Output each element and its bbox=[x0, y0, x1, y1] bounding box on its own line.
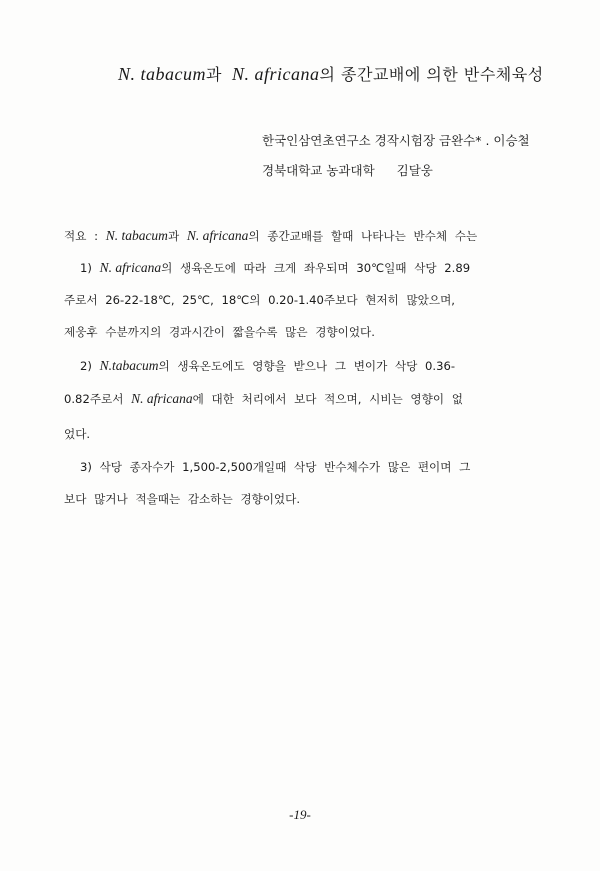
species-name: N. africana bbox=[131, 391, 193, 406]
species-name: N.tabacum bbox=[99, 358, 159, 373]
abstract-line-2 bbox=[80, 260, 570, 276]
abstract-text: 의 생육온도에 따라 크게 좌우되며 30℃일때 삭당 2.89 bbox=[161, 261, 471, 275]
abstract-line-1 bbox=[64, 228, 554, 244]
species-name: N. tabacum bbox=[105, 228, 168, 243]
species-name: N. africana bbox=[186, 228, 249, 243]
author-line-2 bbox=[262, 161, 433, 179]
abstract-label: 적요 : bbox=[64, 229, 106, 243]
author-affiliation: 경북대학교 농과대학 bbox=[262, 163, 375, 178]
abstract-text: 의 종간교배를 할때 나타나는 반수체 수는 bbox=[248, 229, 478, 243]
abstract-line-5 bbox=[80, 358, 570, 374]
author-line-1: 한국인삼연초연구소 경작시험장 금완수* . 이승철 bbox=[262, 133, 530, 148]
page-number: -19- bbox=[289, 807, 311, 822]
abstract-line-8: 3) 삭당 종자수가 1,500-2,500개일때 삭당 반수체수가 많은 편이며 그 bbox=[80, 460, 471, 474]
author-name: 김달웅 bbox=[396, 163, 433, 178]
abstract-text: 에 대한 처리에서 보다 적으며, 시비는 영향이 없 bbox=[192, 392, 463, 406]
title-species-africana: N. africana bbox=[231, 64, 320, 84]
abstract-line-4: 제웅후 수분까지의 경과시간이 짧을수록 많은 경향이었다. bbox=[64, 325, 375, 339]
title-conjunction: 과 bbox=[206, 65, 222, 84]
abstract-line-3: 주로서 26-22-18℃, 25℃, 18℃의 0.20-1.40주보다 현저히 많았으며, bbox=[64, 293, 455, 307]
abstract-line-7: 었다. bbox=[64, 427, 91, 441]
abstract-text: 1) bbox=[80, 261, 100, 275]
abstract-text: 의 생육온도에도 영향을 받으나 그 변이가 삭당 0.36- bbox=[158, 359, 456, 373]
abstract-line-6 bbox=[64, 391, 554, 407]
title-species-tabacum: N. tabacum bbox=[118, 64, 206, 84]
abstract-text: 과 bbox=[167, 229, 187, 243]
species-name: N. africana bbox=[99, 260, 162, 275]
abstract-text: 2) bbox=[80, 359, 100, 373]
abstract-line-9: 보다 많거나 적을때는 감소하는 경향이었다. bbox=[64, 492, 301, 506]
abstract-text: 0.82주로서 bbox=[64, 392, 132, 406]
title-rest: 의 종간교배에 의한 반수체육성 bbox=[319, 65, 544, 84]
paper-title bbox=[0, 62, 600, 85]
